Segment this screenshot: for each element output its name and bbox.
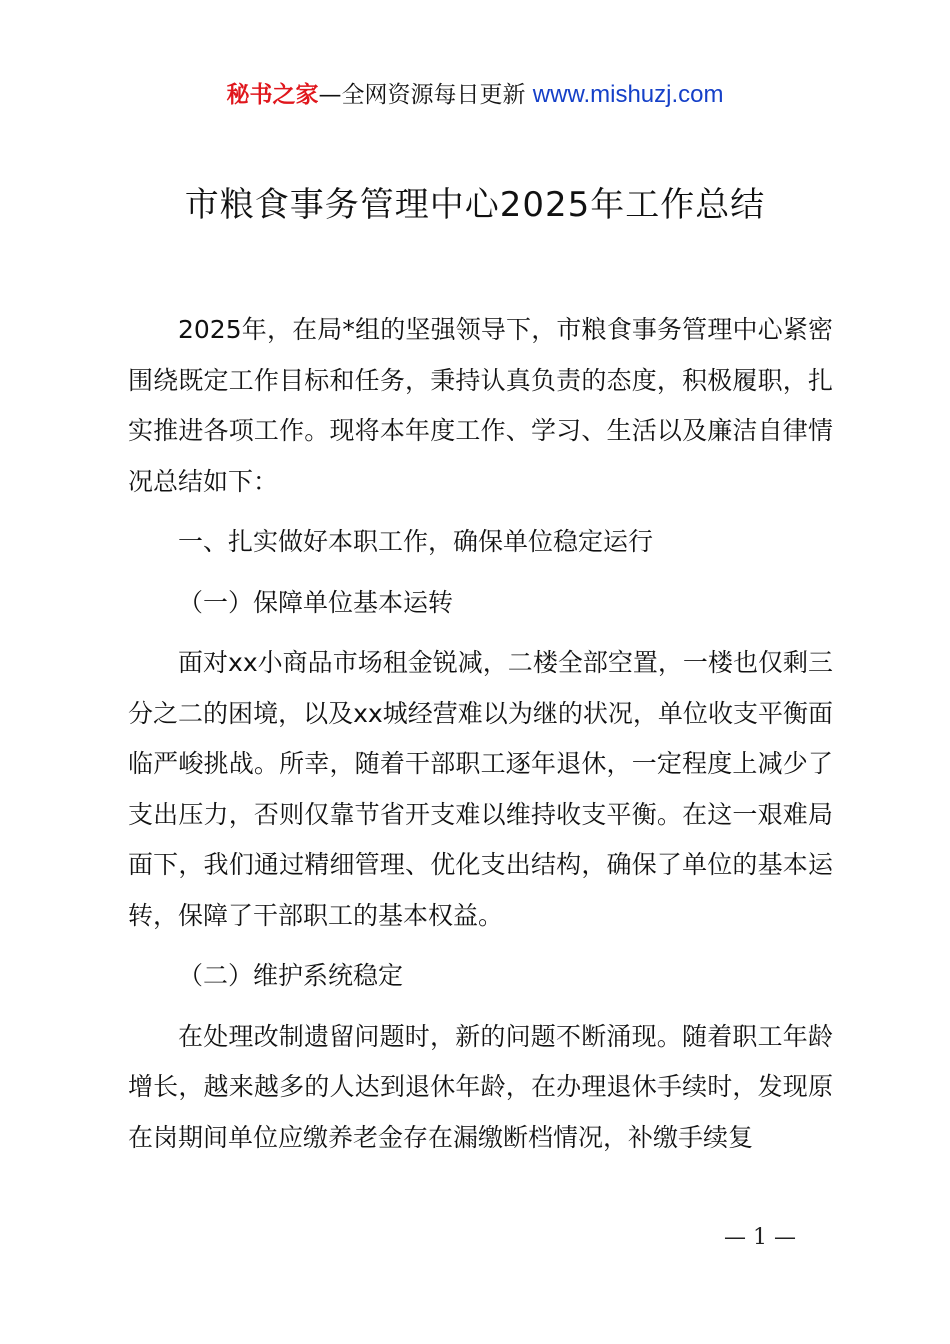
body-paragraph: 面对xx小商品市场租金锐减，二楼全部空置，一楼也仅剩三分之二的困境，以及xx城经营难以为继的状况，单位收支平衡面临严峻挑战。所幸，随着干部职工逐年退休，一定程度上减少了支出压力，否则仅靠节省开支难以维持收支平衡。在这一艰难局面下，我们通过精细管理、优化支出结构，确保了单位的基本运转，保障了干部职工的基本权益。 (128, 648, 833, 930)
page-number: — 1 — (724, 1225, 796, 1250)
subsection-heading: （一）保障单位基本运转 (178, 587, 454, 617)
subsection-heading: （二）维护系统稳定 (178, 961, 404, 990)
site-tagline: —全网资源每日更新 (318, 82, 533, 108)
document-title: 市粮食事务管理中心2025年工作总结 (184, 185, 766, 225)
document-body (128, 305, 833, 1163)
site-header (0, 78, 950, 112)
section-heading: 一、扎实做好本职工作，确保单位稳定运行 (178, 527, 654, 556)
site-url-link[interactable]: www.mishuzj.com (532, 81, 724, 108)
body-paragraph: 在处理改制遗留问题时，新的问题不断涌现。随着职工年龄增长，越来越多的人达到退休年龄，在办理退休手续时，发现原在岗期间单位应缴养老金存在漏缴断档情况，补缴手续复 (128, 1021, 833, 1152)
intro-paragraph: 2025年，在局*组的坚强领导下，市粮食事务管理中心紧密围绕既定工作目标和任务，秉持认真负责的态度，积极履职，扎实推进各项工作。现将本年度工作、学习、生活以及廉洁自律情况总结如下： (128, 315, 833, 496)
site-brand: 秘书之家 (226, 82, 319, 108)
